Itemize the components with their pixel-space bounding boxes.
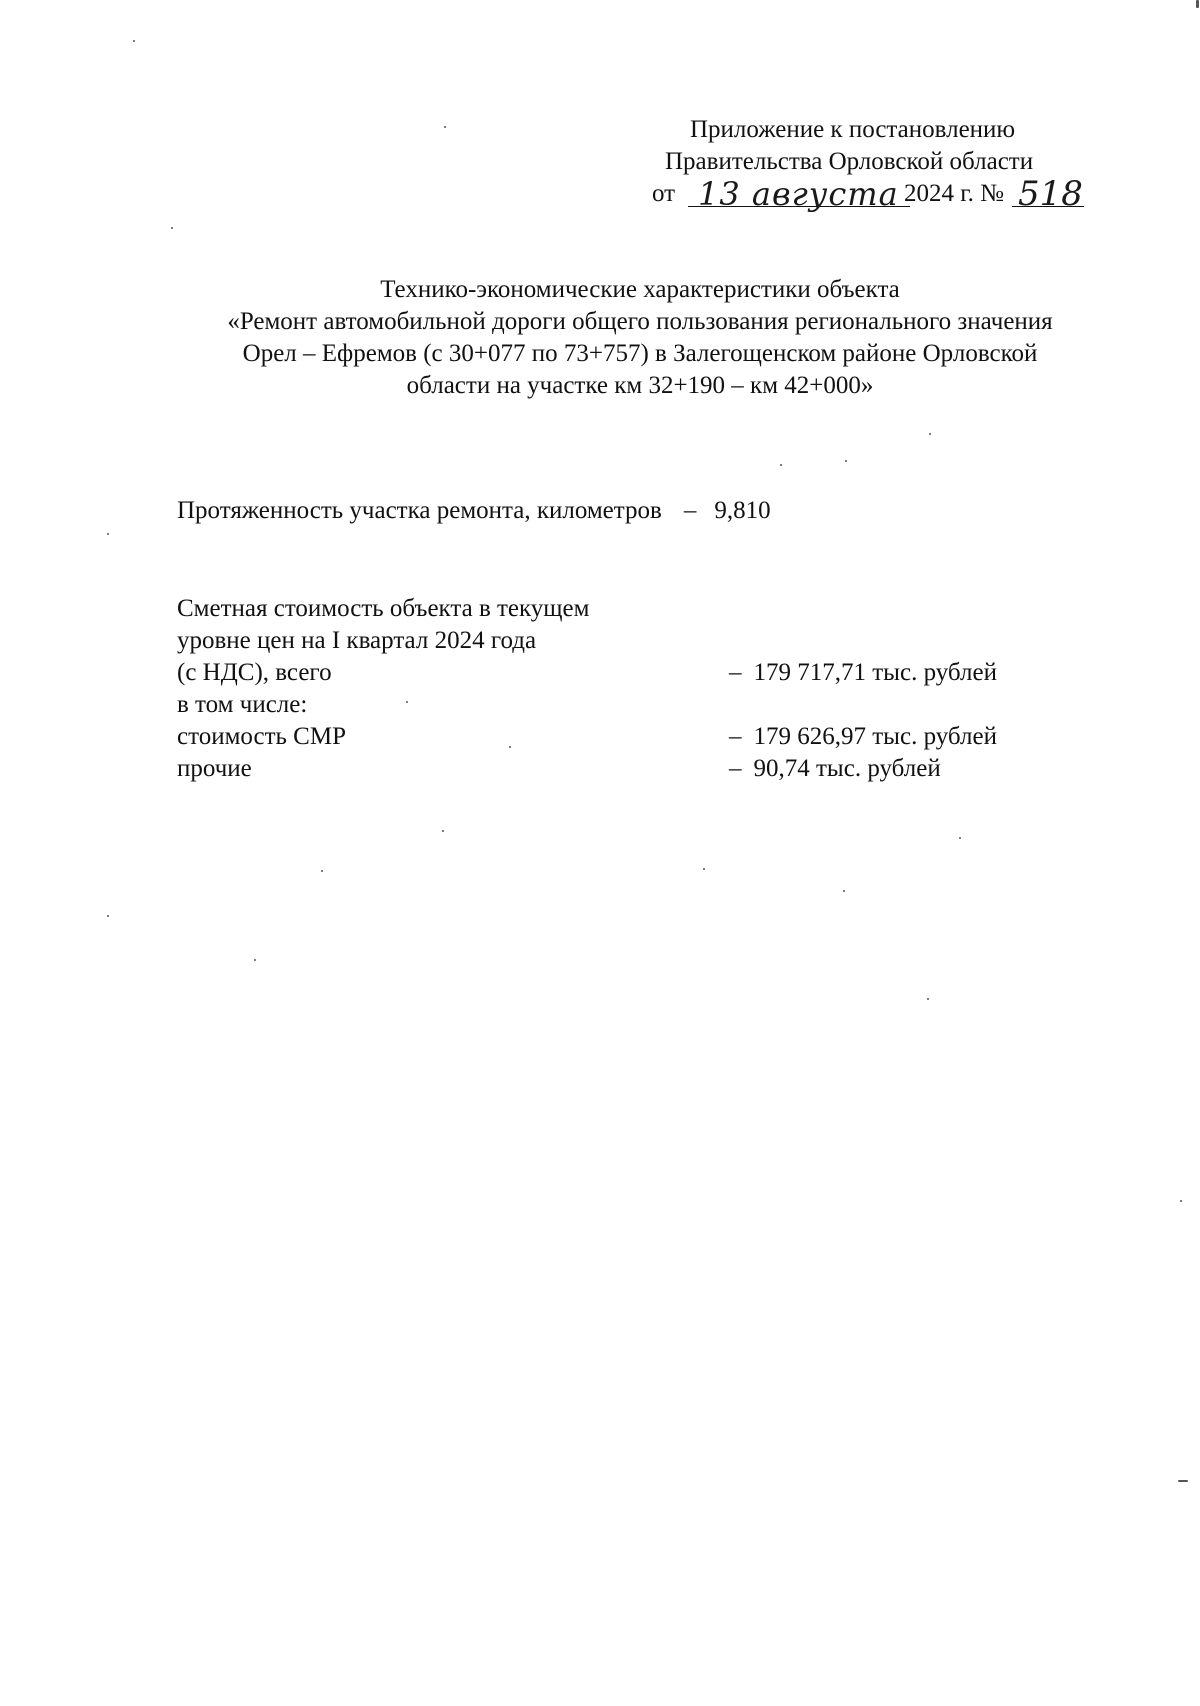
- scan-speck: [959, 837, 961, 839]
- length-dash: –: [683, 497, 697, 524]
- length-label: Протяженность участка ремонта, километров: [177, 497, 662, 524]
- cost-item-row: [177, 721, 1077, 753]
- cost-label-text-3: (с НДС), всего: [177, 659, 332, 686]
- scan-speck: [406, 701, 408, 703]
- scan-speck: [927, 998, 929, 1000]
- cost-including-label: в том числе:: [177, 691, 308, 718]
- scan-speck: [703, 868, 705, 870]
- cost-item-value-smr: 179 626,97 тыс. рублей: [753, 723, 997, 750]
- title-line-4: области на участке км 32+190 – км 42+000»: [406, 372, 874, 399]
- length-value: 9,810: [714, 497, 771, 524]
- title-line-3: Орел – Ефремов (с 30+077 по 73+757) в Залегощенском районе Орловской: [242, 340, 1038, 367]
- scan-speck: [107, 533, 109, 535]
- scan-speck: [442, 830, 444, 832]
- cost-item-row: [177, 753, 1077, 785]
- scan-speck: [171, 227, 173, 229]
- cost-including-row: [177, 689, 1077, 721]
- scan-speck: [845, 460, 847, 462]
- appendix-line-2: Правительства Орловской области: [665, 148, 1034, 175]
- document-title: [160, 274, 1120, 402]
- cost-item-label-smr: стоимость СМР: [177, 723, 346, 750]
- scan-speck: [107, 915, 109, 917]
- cost-total-row: [177, 657, 1077, 689]
- title-line-1: Технико-экономические характеристики объекта: [380, 276, 900, 303]
- title-line-2: «Ремонт автомобильной дороги общего пользования регионального значения: [227, 308, 1053, 335]
- appendix-line-1: Приложение к постановлению: [690, 116, 1016, 143]
- scan-speck: [929, 433, 931, 435]
- cost-item-dash-other: –: [729, 755, 742, 782]
- cost-label-line-1: [177, 593, 1077, 625]
- handwritten-number: 518: [1018, 174, 1083, 214]
- year-number-label: 2024 г. №: [904, 180, 1005, 207]
- cost-item-value-cell-other: [729, 753, 941, 785]
- scan-speck: [780, 464, 782, 466]
- cost-item-label-other: прочие: [177, 755, 252, 782]
- scan-speck: [509, 746, 511, 748]
- cost-total-dash: –: [729, 659, 742, 686]
- cost-label-text-2: уровне цен на I квартал 2024 года: [177, 627, 537, 654]
- scan-speck: [133, 40, 135, 42]
- scan-speck: [254, 959, 256, 961]
- scan-speck: [444, 126, 446, 128]
- scan-speck: [321, 870, 323, 872]
- date-prefix: от: [652, 180, 676, 207]
- cost-total-value-cell: [729, 657, 997, 689]
- cost-label-line-2: [177, 625, 1077, 657]
- scan-speck: [843, 890, 845, 892]
- length-row: [177, 495, 771, 527]
- cost-label-text-1: Сметная стоимость объекта в текущем: [177, 595, 590, 622]
- scan-speck: [1196, 0, 1199, 8]
- cost-item-value-cell-smr: [729, 721, 997, 753]
- cost-block: [177, 593, 1077, 785]
- number-blank: [1012, 174, 1084, 214]
- scan-speck: [1178, 1480, 1188, 1482]
- handwritten-date: 13 августа: [698, 175, 899, 213]
- appendix-header: [640, 114, 1110, 212]
- cost-item-dash-smr: –: [729, 723, 742, 750]
- appendix-date-line: [640, 174, 1110, 214]
- cost-item-value-other: 90,74 тыс. рублей: [753, 755, 941, 782]
- date-blank: [688, 175, 910, 213]
- scan-speck: [1180, 1200, 1182, 1202]
- cost-total-value: 179 717,71 тыс. рублей: [753, 659, 997, 686]
